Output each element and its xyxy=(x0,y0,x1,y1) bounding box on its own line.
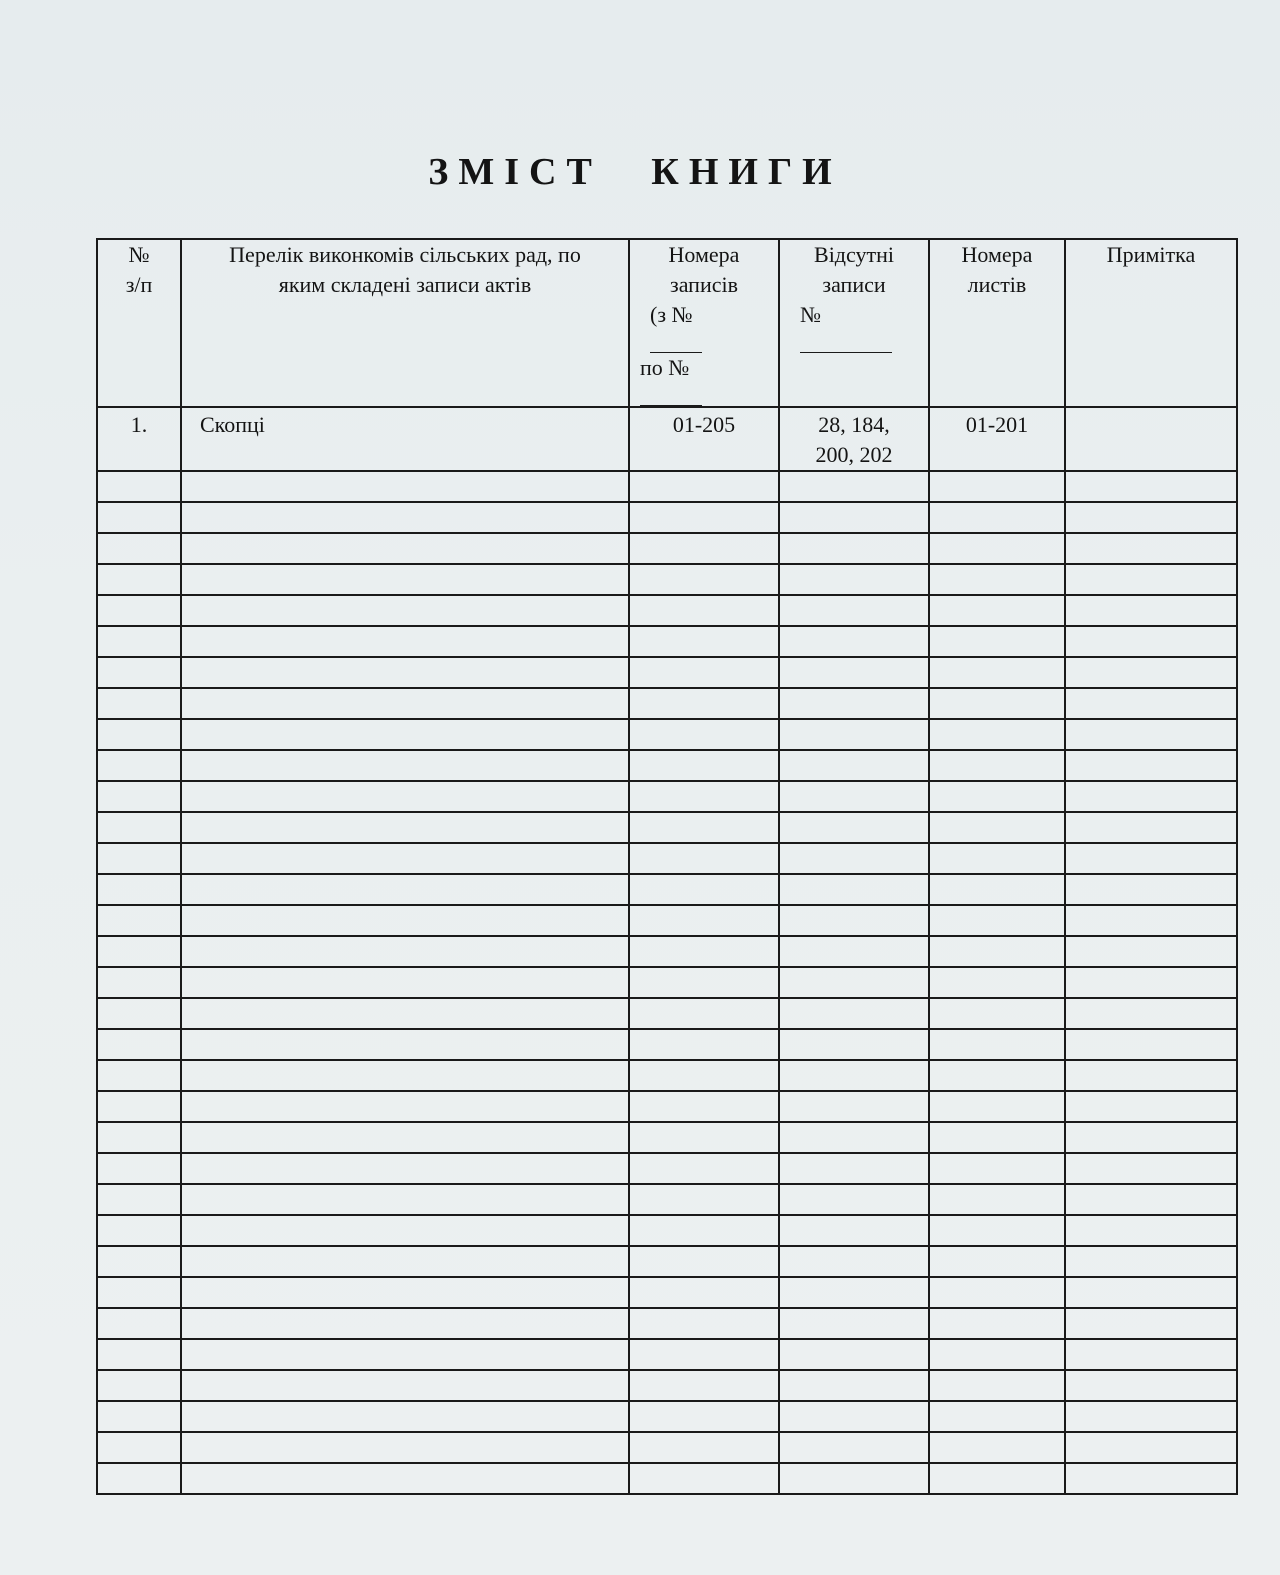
empty-table-row xyxy=(97,1246,1237,1277)
empty-row-number xyxy=(97,564,181,595)
empty-sheets-range xyxy=(929,1153,1065,1184)
empty-row-number xyxy=(97,1246,181,1277)
missing-records-line2: 200, 202 xyxy=(815,442,893,467)
row-number: 1. xyxy=(97,407,181,471)
empty-records-range xyxy=(629,1277,779,1308)
empty-note-cell xyxy=(1065,1308,1237,1339)
empty-table-row xyxy=(97,533,1237,564)
empty-sheets-range xyxy=(929,1184,1065,1215)
empty-records-range xyxy=(629,1122,779,1153)
empty-note-cell xyxy=(1065,657,1237,688)
header-missing-line3: № xyxy=(800,302,821,327)
empty-records-range xyxy=(629,719,779,750)
note-cell xyxy=(1065,407,1237,471)
empty-missing-records xyxy=(779,1463,929,1494)
empty-sheets-range xyxy=(929,657,1065,688)
empty-missing-records xyxy=(779,471,929,502)
header-note xyxy=(1065,239,1237,407)
empty-missing-records xyxy=(779,874,929,905)
empty-table-row xyxy=(97,1060,1237,1091)
empty-council-name xyxy=(181,781,629,812)
empty-records-range xyxy=(629,1463,779,1494)
empty-note-cell xyxy=(1065,1463,1237,1494)
empty-records-range xyxy=(629,595,779,626)
empty-row-number xyxy=(97,843,181,874)
empty-table-row xyxy=(97,502,1237,533)
empty-sheets-range xyxy=(929,719,1065,750)
header-missing-line2: записи xyxy=(822,272,886,297)
empty-sheets-range xyxy=(929,1401,1065,1432)
empty-row-number xyxy=(97,1029,181,1060)
empty-records-range xyxy=(629,936,779,967)
empty-sheets-range xyxy=(929,998,1065,1029)
empty-note-cell xyxy=(1065,471,1237,502)
empty-council-name xyxy=(181,1308,629,1339)
empty-sheets-range xyxy=(929,564,1065,595)
empty-row-number xyxy=(97,1060,181,1091)
empty-note-cell xyxy=(1065,719,1237,750)
empty-sheets-range xyxy=(929,750,1065,781)
empty-council-name xyxy=(181,905,629,936)
empty-council-name xyxy=(181,1277,629,1308)
empty-council-name xyxy=(181,719,629,750)
empty-row-number xyxy=(97,1277,181,1308)
empty-table-row xyxy=(97,812,1237,843)
empty-note-cell xyxy=(1065,1029,1237,1060)
empty-sheets-range xyxy=(929,595,1065,626)
empty-records-range xyxy=(629,502,779,533)
empty-council-name xyxy=(181,812,629,843)
empty-records-range xyxy=(629,657,779,688)
empty-note-cell xyxy=(1065,595,1237,626)
empty-missing-records xyxy=(779,1401,929,1432)
empty-table-row xyxy=(97,688,1237,719)
empty-council-name xyxy=(181,1215,629,1246)
header-sheets-line1: Номера xyxy=(961,242,1033,267)
empty-missing-records xyxy=(779,1122,929,1153)
empty-table-row xyxy=(97,1184,1237,1215)
empty-records-range xyxy=(629,533,779,564)
empty-row-number xyxy=(97,688,181,719)
empty-note-cell xyxy=(1065,502,1237,533)
empty-sheets-range xyxy=(929,1277,1065,1308)
empty-sheets-range xyxy=(929,843,1065,874)
empty-sheets-range xyxy=(929,1122,1065,1153)
empty-records-range xyxy=(629,1060,779,1091)
empty-missing-records xyxy=(779,1215,929,1246)
empty-table-row xyxy=(97,781,1237,812)
empty-sheets-range xyxy=(929,1370,1065,1401)
empty-note-cell xyxy=(1065,1401,1237,1432)
empty-table-row xyxy=(97,1091,1237,1122)
empty-note-cell xyxy=(1065,1091,1237,1122)
empty-table-row xyxy=(97,564,1237,595)
header-number xyxy=(97,239,181,407)
empty-note-cell xyxy=(1065,1184,1237,1215)
header-records-line4: по № xyxy=(640,355,690,380)
empty-row-number xyxy=(97,874,181,905)
empty-records-range xyxy=(629,967,779,998)
empty-records-range xyxy=(629,1308,779,1339)
empty-table-row xyxy=(97,1401,1237,1432)
empty-table-row xyxy=(97,1277,1237,1308)
empty-row-number xyxy=(97,1091,181,1122)
empty-records-range xyxy=(629,1153,779,1184)
empty-council-name xyxy=(181,657,629,688)
empty-missing-records xyxy=(779,1153,929,1184)
empty-table-row xyxy=(97,595,1237,626)
empty-table-row xyxy=(97,1432,1237,1463)
empty-council-name xyxy=(181,750,629,781)
empty-sheets-range xyxy=(929,1215,1065,1246)
empty-table-row xyxy=(97,1153,1237,1184)
blank-underline xyxy=(650,330,702,353)
empty-note-cell xyxy=(1065,533,1237,564)
empty-missing-records xyxy=(779,1091,929,1122)
empty-records-range xyxy=(629,1029,779,1060)
empty-row-number xyxy=(97,812,181,843)
empty-records-range xyxy=(629,688,779,719)
empty-missing-records xyxy=(779,1029,929,1060)
empty-missing-records xyxy=(779,905,929,936)
header-list-line1: Перелік виконкомів сільських рад, по xyxy=(229,242,581,267)
empty-row-number xyxy=(97,1401,181,1432)
empty-note-cell xyxy=(1065,843,1237,874)
empty-council-name xyxy=(181,936,629,967)
empty-missing-records xyxy=(779,1308,929,1339)
empty-council-name xyxy=(181,1122,629,1153)
empty-sheets-range xyxy=(929,688,1065,719)
empty-records-range xyxy=(629,750,779,781)
empty-note-cell xyxy=(1065,1432,1237,1463)
empty-records-range xyxy=(629,1370,779,1401)
empty-council-name xyxy=(181,998,629,1029)
empty-records-range xyxy=(629,998,779,1029)
empty-missing-records xyxy=(779,1184,929,1215)
empty-sheets-range xyxy=(929,1060,1065,1091)
empty-note-cell xyxy=(1065,1122,1237,1153)
missing-records xyxy=(779,407,929,471)
empty-missing-records xyxy=(779,936,929,967)
empty-council-name xyxy=(181,1029,629,1060)
empty-row-number xyxy=(97,1184,181,1215)
empty-sheets-range xyxy=(929,905,1065,936)
empty-row-number xyxy=(97,1122,181,1153)
empty-missing-records xyxy=(779,1370,929,1401)
empty-council-name xyxy=(181,967,629,998)
empty-missing-records xyxy=(779,1060,929,1091)
empty-council-name xyxy=(181,1091,629,1122)
empty-note-cell xyxy=(1065,967,1237,998)
empty-records-range xyxy=(629,564,779,595)
missing-records-line1: 28, 184, xyxy=(818,412,890,437)
empty-council-name xyxy=(181,843,629,874)
empty-sheets-range xyxy=(929,533,1065,564)
header-records-line2: записів xyxy=(670,272,738,297)
empty-council-name xyxy=(181,1184,629,1215)
empty-records-range xyxy=(629,905,779,936)
empty-missing-records xyxy=(779,1432,929,1463)
empty-missing-records xyxy=(779,998,929,1029)
empty-missing-records xyxy=(779,657,929,688)
empty-missing-records xyxy=(779,719,929,750)
empty-table-row xyxy=(97,750,1237,781)
empty-note-cell xyxy=(1065,1060,1237,1091)
empty-note-cell xyxy=(1065,781,1237,812)
empty-row-number xyxy=(97,967,181,998)
sheets-range: 01-201 xyxy=(929,407,1065,471)
empty-council-name xyxy=(181,1153,629,1184)
empty-row-number xyxy=(97,1339,181,1370)
empty-council-name xyxy=(181,533,629,564)
empty-row-number xyxy=(97,781,181,812)
empty-table-row xyxy=(97,998,1237,1029)
empty-note-cell xyxy=(1065,998,1237,1029)
header-sheets-line2: листів xyxy=(967,272,1027,297)
empty-row-number xyxy=(97,471,181,502)
empty-table-row xyxy=(97,471,1237,502)
empty-missing-records xyxy=(779,750,929,781)
empty-council-name xyxy=(181,1339,629,1370)
empty-council-name xyxy=(181,502,629,533)
empty-records-range xyxy=(629,1246,779,1277)
empty-sheets-range xyxy=(929,781,1065,812)
empty-table-row xyxy=(97,1122,1237,1153)
empty-council-name xyxy=(181,1370,629,1401)
empty-missing-records xyxy=(779,564,929,595)
empty-missing-records xyxy=(779,1277,929,1308)
empty-council-name xyxy=(181,1463,629,1494)
empty-sheets-range xyxy=(929,1308,1065,1339)
empty-note-cell xyxy=(1065,750,1237,781)
empty-table-row xyxy=(97,936,1237,967)
empty-note-cell xyxy=(1065,1277,1237,1308)
empty-sheets-range xyxy=(929,502,1065,533)
empty-missing-records xyxy=(779,1339,929,1370)
header-missing-line1: Відсутні xyxy=(814,242,894,267)
empty-records-range xyxy=(629,1339,779,1370)
empty-records-range xyxy=(629,843,779,874)
empty-council-name xyxy=(181,564,629,595)
empty-row-number xyxy=(97,750,181,781)
header-sheets xyxy=(929,239,1065,407)
empty-table-row xyxy=(97,1029,1237,1060)
empty-missing-records xyxy=(779,843,929,874)
empty-records-range xyxy=(629,812,779,843)
empty-records-range xyxy=(629,471,779,502)
empty-note-cell xyxy=(1065,905,1237,936)
empty-note-cell xyxy=(1065,626,1237,657)
page-title: ЗМІСТ КНИГИ xyxy=(428,151,842,193)
header-records xyxy=(629,239,779,407)
empty-records-range xyxy=(629,626,779,657)
empty-note-cell xyxy=(1065,1215,1237,1246)
empty-missing-records xyxy=(779,967,929,998)
empty-row-number xyxy=(97,1432,181,1463)
contents-table xyxy=(96,238,1238,1495)
header-number-line1: № xyxy=(128,242,150,267)
blank-underline xyxy=(640,383,702,406)
empty-note-cell xyxy=(1065,688,1237,719)
empty-missing-records xyxy=(779,502,929,533)
empty-note-cell xyxy=(1065,1339,1237,1370)
empty-sheets-range xyxy=(929,812,1065,843)
empty-council-name xyxy=(181,688,629,719)
header-number-line2: з/п xyxy=(125,272,153,297)
empty-row-number xyxy=(97,595,181,626)
empty-table-row xyxy=(97,874,1237,905)
empty-missing-records xyxy=(779,533,929,564)
empty-missing-records xyxy=(779,595,929,626)
empty-note-cell xyxy=(1065,874,1237,905)
blank-underline xyxy=(800,330,892,353)
empty-sheets-range xyxy=(929,1029,1065,1060)
empty-table-row xyxy=(97,905,1237,936)
empty-council-name xyxy=(181,874,629,905)
empty-missing-records xyxy=(779,781,929,812)
council-name: Скопці xyxy=(181,407,629,471)
table-row xyxy=(97,407,1237,471)
empty-table-row xyxy=(97,1370,1237,1401)
empty-table-row xyxy=(97,1308,1237,1339)
empty-table-row xyxy=(97,967,1237,998)
empty-sheets-range xyxy=(929,626,1065,657)
empty-row-number xyxy=(97,998,181,1029)
empty-table-row xyxy=(97,1339,1237,1370)
empty-sheets-range xyxy=(929,471,1065,502)
header-row xyxy=(97,239,1237,407)
empty-row-number xyxy=(97,1370,181,1401)
empty-table-row xyxy=(97,1215,1237,1246)
empty-missing-records xyxy=(779,688,929,719)
empty-note-cell xyxy=(1065,936,1237,967)
empty-records-range xyxy=(629,781,779,812)
empty-council-name xyxy=(181,595,629,626)
header-note-label: Примітка xyxy=(1106,242,1196,267)
empty-records-range xyxy=(629,874,779,905)
empty-table-row xyxy=(97,657,1237,688)
empty-council-name xyxy=(181,1060,629,1091)
empty-council-name xyxy=(181,471,629,502)
empty-sheets-range xyxy=(929,1246,1065,1277)
empty-council-name xyxy=(181,1401,629,1432)
empty-table-row xyxy=(97,1463,1237,1494)
empty-missing-records xyxy=(779,626,929,657)
empty-note-cell xyxy=(1065,564,1237,595)
empty-council-name xyxy=(181,1432,629,1463)
empty-sheets-range xyxy=(929,1432,1065,1463)
empty-note-cell xyxy=(1065,1153,1237,1184)
empty-sheets-range xyxy=(929,967,1065,998)
empty-sheets-range xyxy=(929,1463,1065,1494)
empty-note-cell xyxy=(1065,1370,1237,1401)
header-list xyxy=(181,239,629,407)
empty-records-range xyxy=(629,1215,779,1246)
empty-council-name xyxy=(181,1246,629,1277)
empty-sheets-range xyxy=(929,874,1065,905)
empty-row-number xyxy=(97,533,181,564)
header-list-line2: яким складені записи актів xyxy=(278,272,532,297)
empty-sheets-range xyxy=(929,1091,1065,1122)
header-missing xyxy=(779,239,929,407)
empty-missing-records xyxy=(779,812,929,843)
empty-table-row xyxy=(97,626,1237,657)
empty-table-row xyxy=(97,719,1237,750)
empty-row-number xyxy=(97,657,181,688)
empty-sheets-range xyxy=(929,936,1065,967)
empty-sheets-range xyxy=(929,1339,1065,1370)
empty-records-range xyxy=(629,1401,779,1432)
empty-row-number xyxy=(97,719,181,750)
empty-records-range xyxy=(629,1432,779,1463)
empty-missing-records xyxy=(779,1246,929,1277)
empty-council-name xyxy=(181,626,629,657)
empty-row-number xyxy=(97,905,181,936)
records-range: 01-205 xyxy=(629,407,779,471)
empty-records-range xyxy=(629,1184,779,1215)
empty-row-number xyxy=(97,626,181,657)
empty-records-range xyxy=(629,1091,779,1122)
empty-note-cell xyxy=(1065,812,1237,843)
empty-row-number xyxy=(97,1463,181,1494)
empty-row-number xyxy=(97,1215,181,1246)
empty-row-number xyxy=(97,1153,181,1184)
empty-row-number xyxy=(97,1308,181,1339)
empty-row-number xyxy=(97,936,181,967)
empty-row-number xyxy=(97,502,181,533)
empty-table-row xyxy=(97,843,1237,874)
empty-note-cell xyxy=(1065,1246,1237,1277)
header-records-line3: (з № xyxy=(650,302,693,327)
header-records-line1: Номера xyxy=(668,242,740,267)
